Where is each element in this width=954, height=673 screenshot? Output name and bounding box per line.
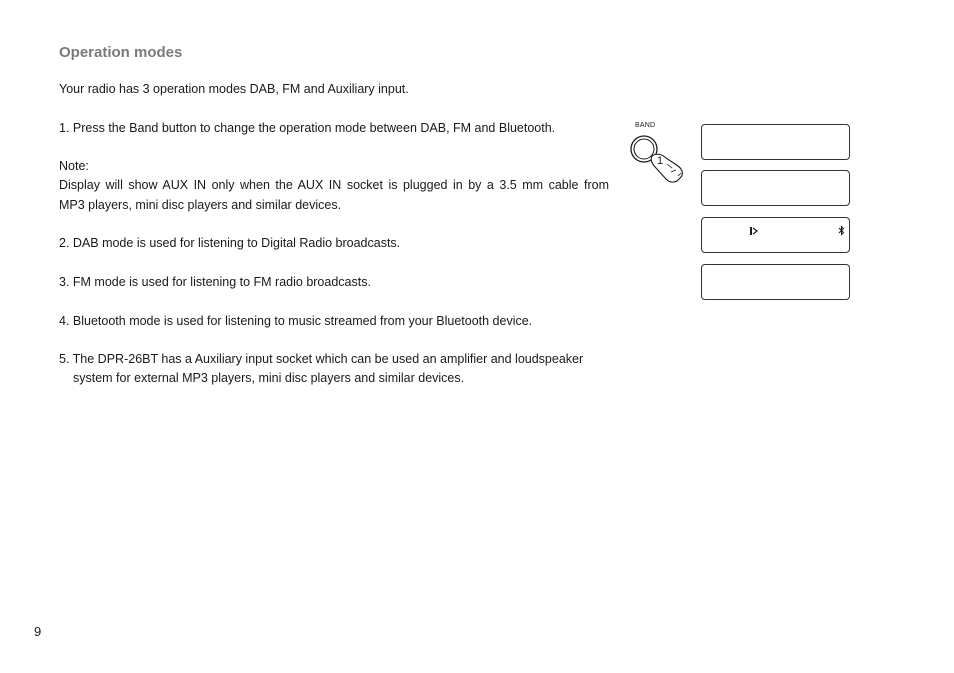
body-text	[59, 80, 609, 389]
page-heading: Operation modes	[59, 44, 183, 61]
step-5	[59, 350, 609, 369]
lcd-display-fm	[701, 170, 850, 206]
lcd-display-dab	[701, 124, 850, 160]
lcd-display-aux	[701, 264, 850, 300]
page-number: 9	[34, 624, 42, 639]
step-1: 1. Press the Band button to change the operation mode between DAB, FM and Bluetooth.	[59, 120, 556, 135]
finger-press-icon	[651, 154, 682, 182]
band-button-icon	[626, 120, 688, 186]
step-2: 2. DAB mode is used for listening to Digital Radio broadcasts.	[59, 236, 401, 251]
bluetooth-icon	[838, 225, 845, 236]
step-number: 1	[657, 155, 664, 167]
note-text	[59, 176, 609, 215]
band-button-illustration	[626, 120, 688, 186]
step-5-line-1: 5. The DPR-26BT has a Auxiliary input socket which can be used an amplifier and loudspeaker	[59, 352, 584, 367]
note-line-2: MP3 players, mini disc players and similar devices.	[59, 197, 342, 212]
note-line-1: Display will show AUX IN only when the AUX IN socket is plugged in by a 3.5 mm cable from	[59, 178, 609, 193]
lcd-display-bluetooth	[701, 217, 850, 253]
intro-paragraph: Your radio has 3 operation modes DAB, FM and Auxiliary input.	[59, 82, 409, 96]
signal-icon	[750, 226, 758, 236]
step-3: 3. FM mode is used for listening to FM radio broadcasts.	[59, 274, 371, 289]
band-button-label: BAND	[635, 122, 656, 129]
step-5-continuation: system for external MP3 players, mini disc players and similar devices.	[73, 371, 465, 386]
note-label: Note:	[59, 159, 89, 174]
step-4: 4. Bluetooth mode is used for listening to music streamed from your Bluetooth device.	[59, 313, 533, 328]
